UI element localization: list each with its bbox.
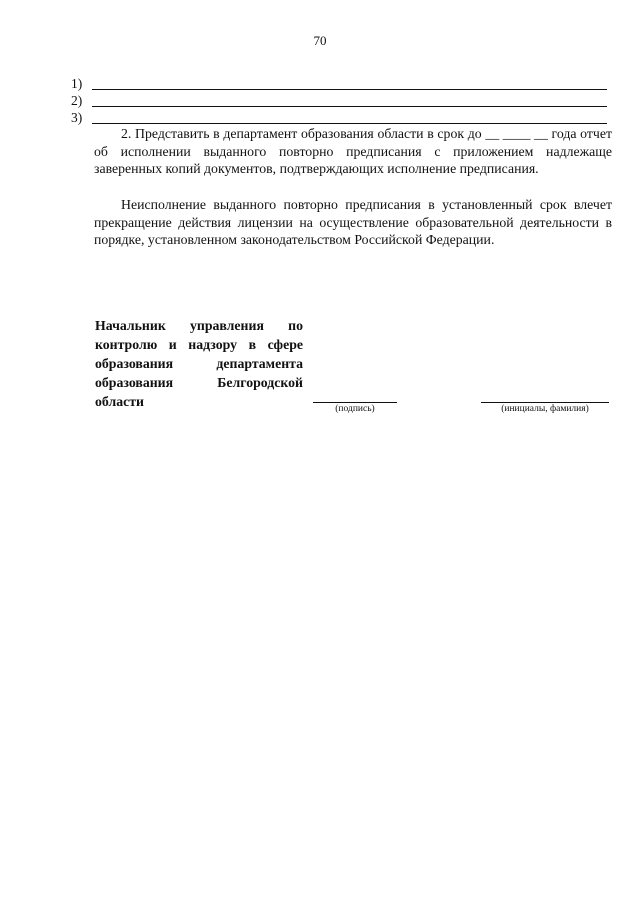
- signature-line: [313, 401, 397, 403]
- list-item-number: 2): [71, 93, 83, 108]
- signatory-title-line: образования департамента: [95, 356, 303, 371]
- signature-caption: (подпись): [335, 404, 375, 414]
- list-item-number: 1): [71, 76, 83, 91]
- signatory-title-line: области: [95, 394, 144, 409]
- blank-fill-line: [92, 123, 607, 124]
- signatory-title: [95, 316, 303, 411]
- blank-fill-line: [92, 106, 607, 107]
- paragraph-consequence: Неисполнение выданного повторно предписания в установленный срок влечет прекращение действия лицензии на осуществление образовательной деятельности в порядке, установленном законодательством Российской Федерации.: [94, 197, 612, 248]
- signatory-title-line: контролю и надзору в сфере: [95, 337, 303, 352]
- paragraph-text-start: 2. Представить в департамент образования области в срок до: [121, 126, 482, 141]
- signatory-title-line: образования Белгородской: [95, 375, 303, 390]
- name-caption: (инициалы, фамилия): [501, 404, 589, 414]
- signatory-title-line: Начальник управления по: [95, 318, 303, 333]
- paragraph-text-end: года отчет об исполнении выданного повторно предписания с приложением надлежаще заверенных копий документов, подтверждающих исполнение предписания.: [94, 126, 612, 177]
- name-line: [481, 401, 609, 403]
- list-item-2: [71, 93, 607, 110]
- list-item-number: 3): [71, 110, 83, 125]
- date-blanks: __ ____ __: [485, 126, 548, 141]
- paragraph-submit-report: [94, 125, 612, 178]
- blank-fill-line: [92, 89, 607, 90]
- page-number: 70: [313, 33, 327, 48]
- list-item-1: [71, 76, 607, 93]
